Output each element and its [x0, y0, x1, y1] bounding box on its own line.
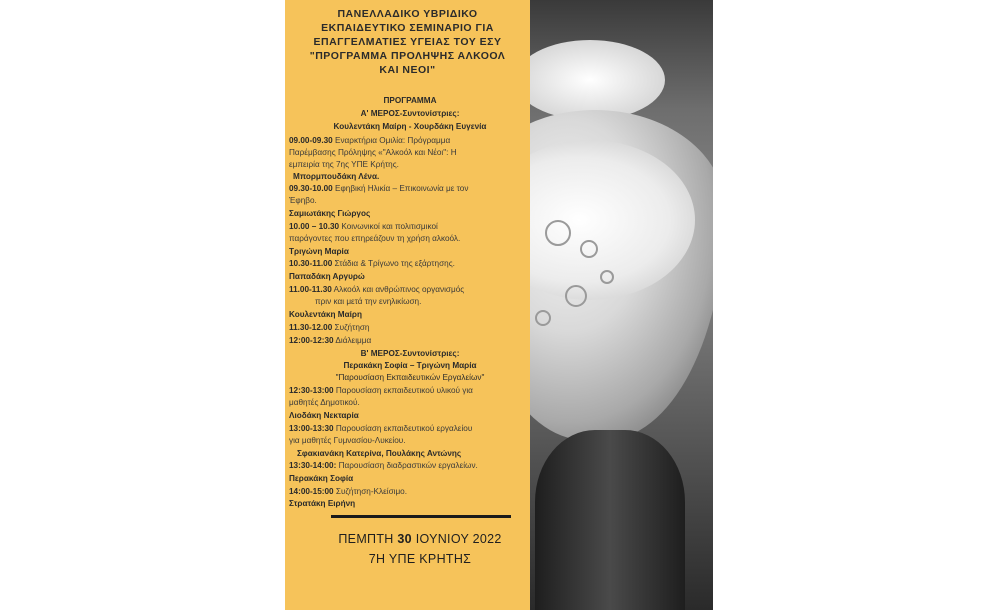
- schedule-line: 14:00-15:00 Συζήτηση-Κλείσιμο.: [289, 487, 408, 496]
- speaker-name: Περακάκη Σοφία: [289, 474, 354, 483]
- title-line: ΚΑΙ ΝΕΟΙ": [379, 64, 436, 76]
- schedule-line: 12:00-12:30 Διάλειμμα: [289, 336, 372, 345]
- schedule-line: παράγοντες που επηρεάζουν τη χρήση αλκοόλ.: [289, 234, 461, 243]
- bubble: [535, 310, 551, 326]
- schedule-line: 09.00-09.30 Εναρκτήρια Ομιλία: Πρόγραμμα: [289, 136, 451, 145]
- bubble: [600, 270, 614, 284]
- speaker-name: Μπορμπουδάκη Λένα.: [293, 172, 380, 181]
- speaker-name: Σαμιωτάκης Γιώργος: [289, 209, 371, 218]
- schedule-line: 11.30-12.00 Συζήτηση: [289, 323, 370, 332]
- schedule-line: 11.00-11.30 Αλκοόλ και ανθρώπινος οργανισμός: [289, 285, 465, 294]
- program-heading: ΠΡΟΓΡΑΜΜΑ: [383, 96, 437, 105]
- schedule-line: για μαθητές Γυμνασίου-Λυκείου.: [289, 436, 406, 445]
- schedule-line: πριν και μετά την ενηλικίωση.: [315, 297, 422, 306]
- title-line: ΕΚΠΑΙΔΕΥΤΙΚΟ ΣΕΜΙΝΑΡΙΟ ΓΙΑ: [321, 22, 494, 34]
- bubble: [565, 285, 587, 307]
- part-a-heading: Α' ΜΕΡΟΣ-Συντονίστριες:: [360, 109, 460, 118]
- part-b-chairs: Περακάκη Σοφία – Τριγώνη Μαρία: [343, 361, 477, 370]
- divider: [331, 515, 511, 518]
- schedule-line: 12:30-13:00 Παρουσίαση εκπαιδευτικού υλικού για: [289, 386, 473, 395]
- glass-base-shape: [535, 430, 685, 610]
- speaker-name: Λιοδάκη Νεκταρία: [289, 411, 359, 420]
- speaker-name: Στρατάκη Ειρήνη: [289, 499, 356, 508]
- poster: [285, 0, 713, 610]
- schedule-line: 09.30-10.00 Εφηβική Ηλικία – Επικοινωνία με τον: [289, 184, 469, 193]
- title-line: ΠΑΝΕΛΛΑΔΙΚΟ ΥΒΡΙΔΙΚΟ: [337, 8, 478, 20]
- title-line: "ΠΡΟΓΡΑΜΜΑ ΠΡΟΛΗΨΗΣ ΑΛΚΟΟΛ: [309, 50, 506, 62]
- part-b-heading: Β' ΜΕΡΟΣ-Συντονίστριες:: [360, 349, 460, 358]
- part-a-chairs: Κουλεντάκη Μαίρη - Χουρδάκη Ευγενία: [333, 122, 487, 131]
- schedule-line: μαθητές Δημοτικού.: [289, 398, 360, 407]
- bubble: [545, 220, 571, 246]
- speaker-name: Τριγώνη Μαρία: [289, 247, 349, 256]
- speaker-name: Σφακιανάκη Κατερίνα, Πουλάκης Αντώνης: [297, 449, 462, 458]
- schedule-line: 10.00 – 10.30 Κοινωνικοί και πολιτισμικοί: [289, 222, 438, 231]
- event-date: ΠΕΜΠΤΗ 30 ΙΟΥΝΙΟΥ 2022: [338, 532, 502, 546]
- bubble: [580, 240, 598, 258]
- beer-glass-photo: [525, 0, 713, 610]
- schedule-line: εμπειρία της 7ης ΥΠΕ Κρήτης.: [289, 160, 399, 169]
- part-b-subtitle: "Παρουσίαση Εκπαιδευτικών Εργαλείων": [335, 373, 485, 382]
- schedule-line: 13:30-14:00: Παρουσίαση διαδραστικών εργαλείων.: [289, 461, 478, 470]
- title-line: ΕΠΑΓΓΕΛΜΑΤΙΕΣ ΥΓΕΙΑΣ ΤΟΥ ΕΣΥ: [313, 36, 502, 48]
- event-location: 7Η ΥΠΕ ΚΡΗΤΗΣ: [368, 552, 472, 566]
- schedule-line: Έφηβο.: [289, 196, 317, 205]
- speaker-name: Κουλεντάκη Μαίρη: [289, 310, 362, 319]
- saucer-shape: [525, 40, 665, 120]
- schedule-line: 10.30-11.00 Στάδια & Τρίγωνο της εξάρτησης.: [289, 259, 455, 268]
- speaker-name: Παπαδάκη Αργυρώ: [289, 272, 365, 281]
- schedule-line: 13:00-13:30 Παρουσίαση εκπαιδευτικού εργαλείου: [289, 424, 473, 433]
- schedule-line: Παρέμβασης Πρόληψης «"Αλκοόλ και Νέοι": Η: [289, 148, 457, 157]
